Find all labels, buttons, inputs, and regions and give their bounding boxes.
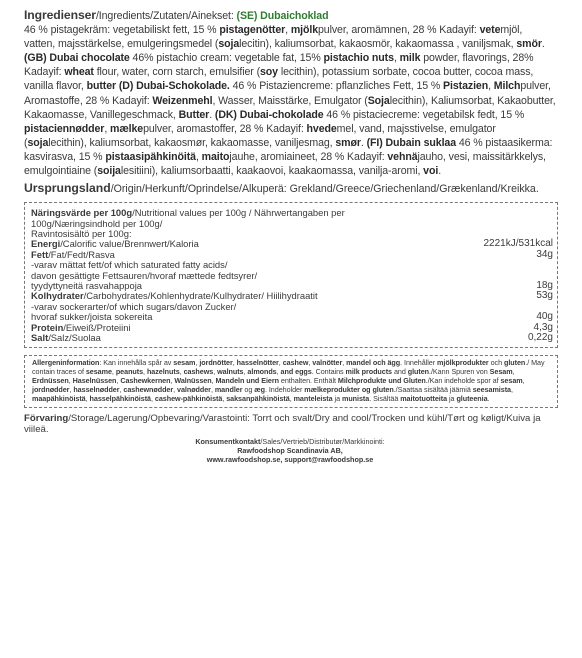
nutrition-value — [451, 260, 553, 270]
nutrition-label-bold: Salt — [31, 332, 49, 343]
contact-web-email: www.rawfoodshop.se, support@rawfoodshop.se — [206, 454, 374, 464]
nutrition-label-text: -varav sockerarter/of which sugars/davon Zucker/ — [31, 300, 237, 312]
nutrition-value: 4,3g — [533, 321, 553, 333]
nutrition-label-text: /Salz/Suolaa — [48, 332, 101, 343]
nutrition-label-bold: Protein — [31, 321, 64, 333]
nutrition-label-bold: Energi — [31, 238, 61, 250]
storage-text: /Storage/Lagerung/Opbevaring/Varastointi: Torrt och svalt/Dry and cool/Trocken und kühl/Tørt og køligt/Kuiva ja viileä. — [24, 412, 541, 435]
nutrition-label-text: davon gesättigte Fettsauren/hvoraf mættede fedtsyrer/ — [31, 269, 258, 281]
nutrition-label-text: /Eiweiß/Proteiini — [63, 321, 131, 333]
nutrition-value: 34g — [536, 248, 553, 260]
contact-heading-languages: /Sales/Vertrieb/Distributør/Markkinointi: — [260, 436, 385, 446]
origin-block — [24, 181, 556, 196]
consumer-contact — [24, 437, 556, 464]
contact-heading: Konsumentkontakt — [195, 436, 261, 446]
nutrition-value: 40g — [536, 311, 553, 323]
se-product-tag: (SE) Dubaichoklad — [236, 10, 329, 22]
ingredients-block — [24, 8, 556, 178]
nutrition-label — [31, 333, 451, 343]
nutrition-label-text: -varav mättat fett/of which saturated fatty acids/ — [31, 259, 228, 271]
nutrition-label-text: /Calorific value/Brennwert/Kaloria — [60, 238, 199, 250]
nutrition-header-line3: Ravintosisältö per 100g: — [31, 227, 132, 239]
nutrition-label-bold: Fett — [31, 248, 49, 260]
nutrition-value: 18g — [536, 279, 553, 291]
contact-company: Rawfoodshop Scandinavia AB, — [237, 445, 343, 455]
storage-heading: Förvaring — [24, 412, 69, 424]
nutrition-label-bold: Kolhydrater — [31, 290, 84, 302]
nutrition-label-text: /Fat/Fedt/Rasva — [48, 248, 115, 260]
nutrition-value: 0,22g — [527, 332, 553, 343]
nutrition-value: 53g — [536, 290, 553, 302]
ingredients-heading-languages: /Ingredients/Zutaten/Ainekset: — [95, 10, 234, 22]
allergen-box: Allergeninformation: Kan innehålla spår av sesam, jordnötter, hasselnötter, cashew, valnötter, mandel och ägg. Innehåller mjölkprodukter och gluten./ May contain traces of sesame, peanuts, hazelnuts, cashews, walnuts, almonds, and eggs. Contains milk products and gluten./Kann Spuren von Sesam, Erdnüssen, Haselnüssen, Cashewkernen, Walnüssen, Mandeln und Eiern enthalten. Enthält Milchprodukte und Gluten./Kan indeholde spor af sesam, jordnødder, hasselnødder, cashewnødder, valnødder, mandler og æg. Indeholder mælkeprodukter og gluten./Saattaa sisältää jäämiä seesamista, maapähkinöistä, hasselpähkinöistä, cashew-pähkinöistä, saksanpähkinöistä, manteleista ja munista. Sisältää maitotuotteita ja gluteenia. — [24, 355, 558, 408]
nutrition-table — [31, 239, 553, 343]
nutrition-header-line2: 100g/Næringsindhold per 100g/ — [31, 217, 163, 229]
nutrition-header-rest: /Nutritional values per 100g / Nährwertangaben per — [132, 207, 345, 219]
nutrition-label-text: tyydyttyneitä rasvahappoja — [31, 279, 143, 291]
nutrition-header-bold: Näringsvärde per 100g — [31, 207, 133, 219]
nutrition-row — [31, 333, 553, 343]
storage-block — [24, 413, 556, 435]
nutrition-header — [31, 208, 553, 218]
ingredients-text: 46 % pistagekräm: vegetabiliskt fett, 15 % pistagenötter, mjölkpulver, aromämnen, 28 % Kadayif: vetemjöl, vatten, majsstärkelse, emulgeringsmedel (sojalecitin), kaliumsorbat, kakaosmör, kakaomassa , vaniljsmak, smör. (GB) Dubai chocolate 46% pistachio cream: vegetable fat, 15% pistachio nuts, milk powder, flavorings, 28% Kadayif: wheat flour, water, corn starch, emulsifier (soy lecithin), potassium sorbate, cocoa butter, cocoa mass, vanilla flavor, butter (D) Dubai-Schokolade. 46 % Pistaziencreme: pflanzliches Fett, 15 % Pistazien, Milchpulver, Aromastoffe, 28 % Kadayif: Weizenmehl, Wasser, Maisstärke, Emulgator (Sojalecithin), Kaliumsorbat, Kakaobutter, Kakaomasse, Vanillegeschmack, Butter. (DK) Dubai-chokolade 46 % pistaciecreme: vegetabilsk fedt, 15 % pistaciennødder, mælkepulver, aromastoffer, 28 % Kadayif: hvedemel, vand, majsstivelse, emulgator (sojalecithin), kaliumsorbat, kakaosmør, kakaomasse, vaniljesmag, smør. (FI) Dubain suklaa 46 % pistaasikerma: kasvirasva, 15 % pistaasipähkinöitä, maitojauhe, aromiaineet, 28 % Kadayif: vehnäjauho, vesi, maissitärkkelys, emulgointiaine (soijalesitiini), kaliumsorbaatti, kaakaovoi, kaakaomassa, vanilja-aromi, voi. — [24, 24, 556, 178]
nutrition-value: 2221kJ/531kcal — [483, 238, 553, 250]
nutrition-label-text: /Carbohydrates/Kohlenhydrate/Kulhydrater/ Hiilihydraatit — [83, 290, 318, 302]
ingredients-heading: Ingredienser — [24, 8, 96, 22]
nutrition-label-text: hvoraf sukker/joista sokereita — [31, 311, 153, 323]
nutrition-row — [31, 323, 553, 333]
origin-text: /Origin/Herkunft/Oprindelse/Alkuperä: Grekland/Greece/Griechenland/Grækenland/Kreikka. — [110, 183, 539, 196]
nutrition-table-box — [24, 202, 558, 348]
origin-heading: Ursprungsland — [24, 181, 111, 196]
